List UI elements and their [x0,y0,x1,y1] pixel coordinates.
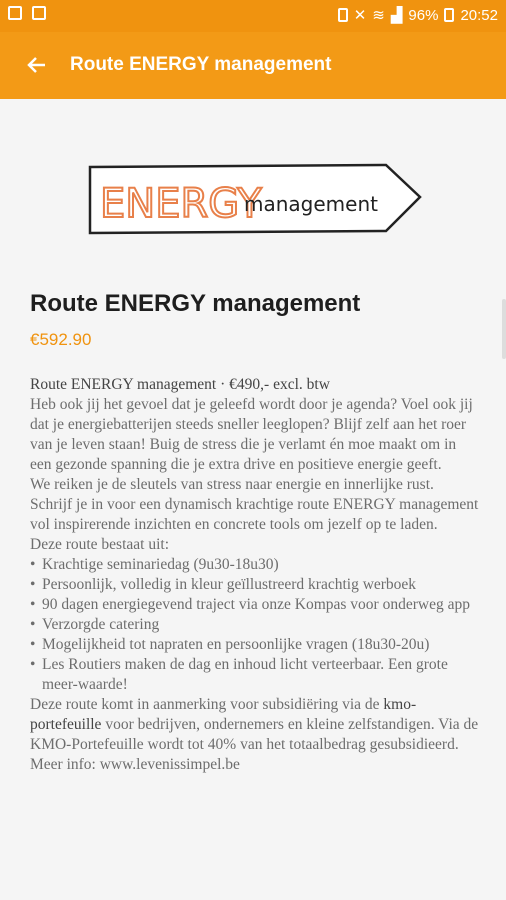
description-headline: Route ENERGY management · €490,- excl. btw [30,376,330,393]
mute-icon: ✕ [353,7,367,24]
description-paragraph: Heb ook jij het gevoel dat je geleefd wordt door je agenda? Voel ook jij dat je energiebatterijen steeds sneller leeglopen? Blijf zelf aan het roer van je leven staan! Buig de stress die je verlamt én moe maakt om in een gezonde spanning die je extra drive en positieve energie geeft. [30,396,473,473]
wifi-icon: ≋ [372,7,385,24]
battery-percent: 96% [408,6,439,24]
battery-icon [444,8,454,22]
kmo-portefeuille-link[interactable]: kmo-portefeuille [30,696,417,733]
banner-word-management: management [244,192,378,216]
list-item: • 90 dagen energiegevend traject via onze Kompas voor onderweg app [30,595,480,615]
clock: 20:52 [460,6,498,24]
product-price: €592.90 [30,330,92,349]
banner-word-energy: ENERGY [100,181,262,227]
signal-icon: ▟ [390,7,403,24]
description-paragraph [30,695,480,755]
description-paragraph: Deze route bestaat uit: [30,536,170,553]
product-title: Route ENERGY management [30,290,361,317]
list-item: • Krachtige seminariedag (9u30-18u30) [30,555,480,575]
scroll-indicator[interactable] [502,299,506,359]
status-bar [0,0,506,32]
text: Deze route komt in aanmerking voor subsidiëring via de [30,696,384,713]
more-info[interactable]: Meer info: www.levenissimpel.be [30,756,240,773]
product-detail[interactable] [0,99,506,900]
description-paragraph: Schrijf je in voor een dynamisch krachtige route ENERGY management vol inspirerende inzichten en concrete tools om jezelf op te laden. [30,496,479,533]
description-paragraph: We reiken je de sleutels van stress naar energie en innerlijke rust. [30,476,434,493]
app-bar [0,32,506,99]
alarm-icon [338,8,348,22]
app-bar-title: Route ENERGY management [70,54,332,75]
gallery-icon [8,6,22,20]
list-item: • Mogelijkheid tot napraten en persoonlijke vragen (18u30-20u) [30,635,480,655]
description-paragraph: • Les Routiers maken de dag en inhoud licht verteerbaar. Een grote meer-waarde! [30,655,480,695]
product-description [30,375,480,775]
energy-management-logo [86,159,426,239]
list-item: • Persoonlijk, volledig in kleur geïllustreerd krachtig werboek [30,575,480,595]
text: voor bedrijven, ondernemers en kleine zelfstandigen. Via de KMO-Portefeuille wordt tot 40% van het totaalbedrag gesubsidieerd. [30,716,479,753]
back-arrow-icon[interactable] [22,50,52,80]
notification-icon [32,6,46,20]
list-item: • Verzorgde catering [30,615,480,635]
